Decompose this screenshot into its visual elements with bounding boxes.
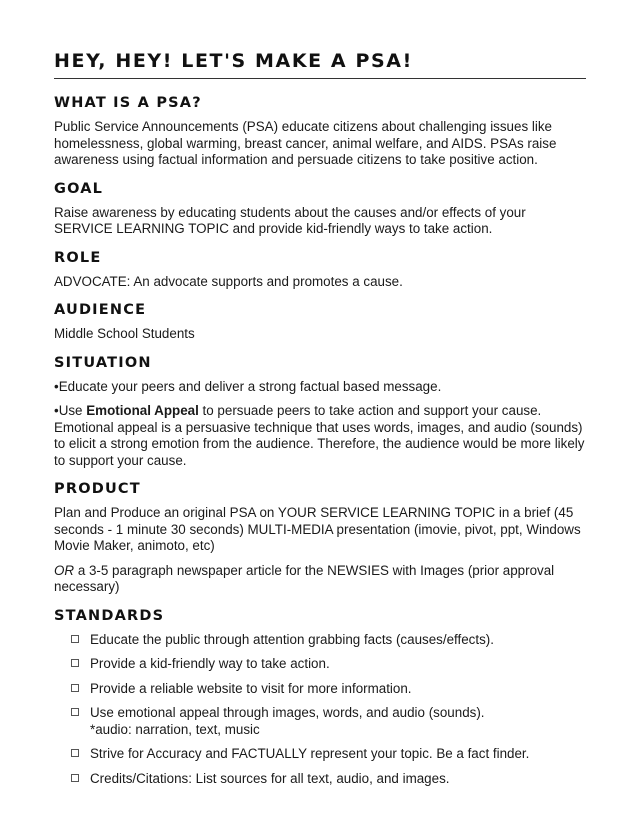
emotional-appeal-term: Emotional Appeal	[86, 403, 199, 418]
checklist-item-label: Credits/Citations: List sources for all text, audio, and images.	[90, 770, 450, 786]
role-text: ADVOCATE: An advocate supports and promotes a cause.	[54, 273, 403, 289]
checkbox-icon	[71, 635, 79, 643]
checkbox-icon	[71, 774, 79, 782]
section-heading-audience: AUDIENCE	[54, 302, 147, 318]
checklist-item	[54, 771, 586, 788]
checkbox-icon	[71, 684, 79, 692]
audience-text: Middle School Students	[54, 326, 195, 341]
product-text-2-rest: a 3-5 paragraph newspaper article for the NEWSIES with Images (prior approval necessary)	[54, 562, 555, 594]
checkbox-icon	[71, 659, 79, 667]
section-heading-what: WHAT IS A PSA?	[54, 95, 202, 111]
goal-text: Raise awareness by educating students about the causes and/or effects of your SERVICE LEARNING TOPIC and provide kid-friendly ways to take action.	[54, 204, 526, 236]
situation-text-1: •Educate your peers and deliver a strong factual based message.	[54, 378, 442, 394]
checklist-item-label: Use emotional appeal through images, words, and audio (sounds).	[90, 705, 485, 720]
checklist-item-label: Provide a kid-friendly way to take action.	[90, 656, 330, 671]
page-title: HEY, HEY! LET'S MAKE A PSA!	[54, 50, 413, 72]
situation-text-2	[54, 403, 586, 469]
document-page	[54, 48, 586, 787]
section-heading-goal: GOAL	[54, 180, 104, 197]
checklist-item-label: Provide a reliable website to visit for more information.	[90, 680, 412, 696]
what-text: Public Service Announcements (PSA) educate citizens about challenging issues like homelessness, global warming, breast cancer, animal welfare, and AIDS. PSAs raise awareness using factual information and persuade citizens to take positive action.	[54, 119, 557, 167]
checklist-item-label: Strive for Accuracy and FACTUALLY represent your topic. Be a fact finder.	[90, 746, 530, 761]
checklist-item	[54, 746, 586, 763]
situation-text-2-rest: to persuade peers to take action and support your cause. Emotional appeal is a persuasive technique that uses words, images, and audio (sounds) to elicit a strong emotion from the audience. Therefore, the audience would be more likely to support your cause.	[54, 403, 585, 468]
product-or-term: OR	[54, 562, 75, 578]
section-heading-standards: STANDARDS	[54, 607, 165, 624]
checkbox-icon	[71, 749, 79, 757]
checklist-item	[54, 705, 586, 738]
section-heading-role: ROLE	[54, 249, 102, 266]
section-heading-product: PRODUCT	[54, 481, 141, 497]
section-heading-situation: SITUATION	[54, 354, 152, 371]
checkbox-icon	[71, 708, 79, 716]
checklist-item-label: Educate the public through attention grabbing facts (causes/effects).	[90, 631, 494, 647]
checklist-item-note: *audio: narration, text, music	[90, 721, 260, 737]
situation-bullet-prefix: •Use	[54, 403, 87, 418]
standards-checklist	[54, 632, 586, 788]
product-text-1: Plan and Produce an original PSA on YOUR SERVICE LEARNING TOPIC in a brief (45 seconds - 1 minute 30 seconds) MULTI-MEDIA presentation (imovie, pivot, ppt, Windows Movie Maker, animoto, etc)	[54, 505, 581, 553]
title-divider	[54, 78, 586, 79]
checklist-item	[54, 681, 586, 698]
checklist-item	[54, 656, 586, 673]
product-text-2	[54, 563, 586, 596]
checklist-item	[54, 632, 586, 649]
